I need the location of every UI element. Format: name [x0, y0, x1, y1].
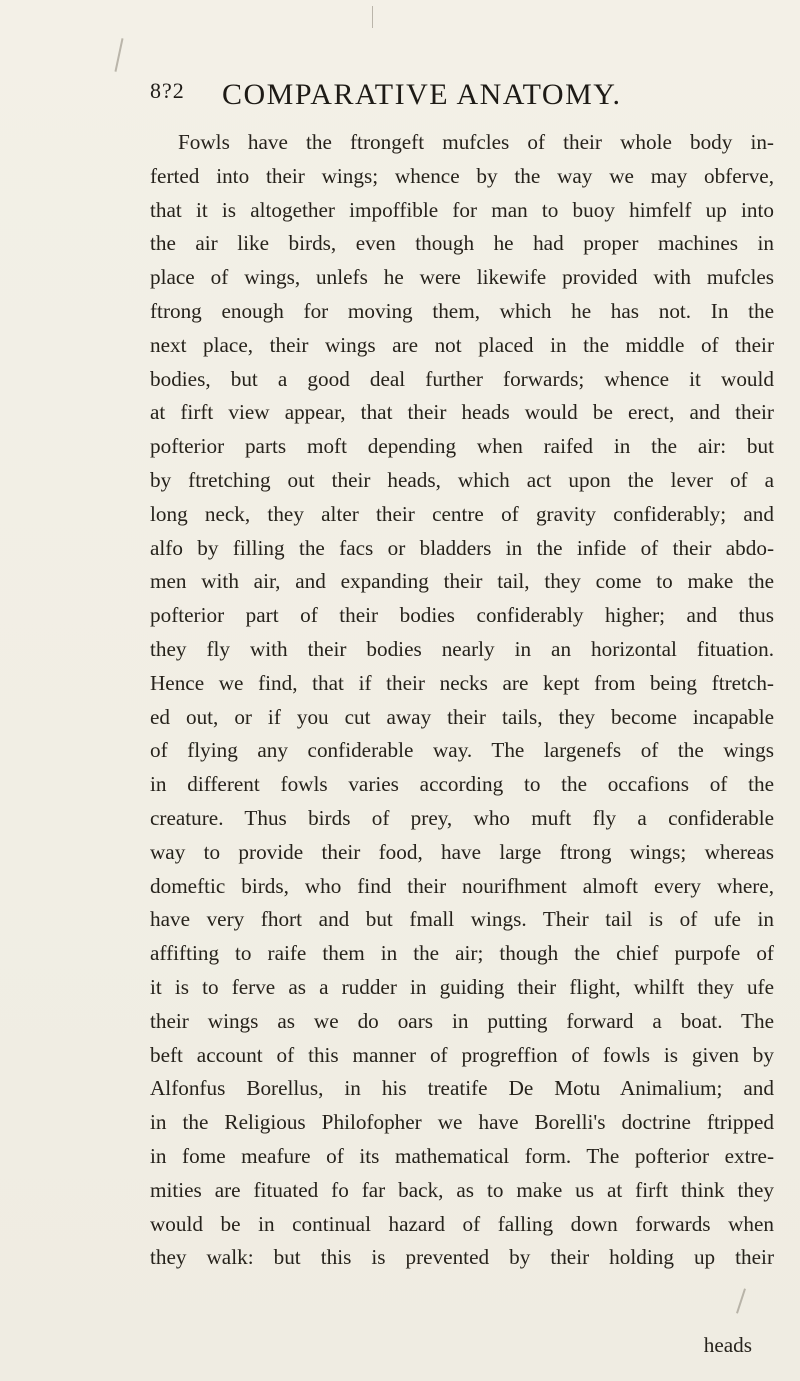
text-line: long neck, they alter their centre of gravity confiderably; and [150, 501, 774, 526]
text-line: bodies, but a good deal further forwards; whence it would [150, 366, 774, 391]
text-line: affifting to raife them in the air; though the chief purpofe of [150, 941, 774, 966]
text-line: of flying any confiderable way. The largenefs of the wings [150, 738, 774, 763]
text-line: would be in continual hazard of falling down forwards when [150, 1211, 774, 1236]
text-line: they fly with their bodies nearly in an horizontal fituation. [150, 636, 774, 661]
text-line: at firft view appear, that their heads would be erect, and their [150, 400, 774, 425]
text-line: mities are fituated fo far back, as to make us at firft think they [150, 1177, 774, 1202]
text-line: Hence we find, that if their necks are kept from being ftretch- [150, 670, 774, 695]
paper-speck [114, 38, 123, 72]
page-number: 8?2 [150, 78, 185, 103]
catchword: heads [703, 1333, 752, 1357]
text-line: ftrong enough for moving them, which he has not. In the [150, 298, 774, 323]
text-line: have very fhort and but fmall wings. Their tail is of ufe in [150, 907, 774, 932]
text-line: their wings as we do oars in putting forward a boat. The [150, 1008, 774, 1033]
body-text [150, 126, 774, 1275]
text-line: men with air, and expanding their tail, they come to make the [150, 569, 774, 594]
text-line: next place, their wings are not placed in the middle of their [150, 332, 774, 357]
text-line: that it is altogether impoffible for man to buoy himfelf up into [150, 197, 774, 222]
page-header [150, 78, 750, 112]
text-line: ferted into their wings; whence by the way we may obferve, [150, 163, 774, 188]
paper-speck [736, 1288, 746, 1313]
text-line: in the Religious Philofopher we have Borelli's doctrine ftripped [150, 1110, 774, 1135]
text-line: beft account of this manner of progreffion of fowls is given by [150, 1042, 774, 1067]
text-line: Alfonfus Borellus, in his treatife De Motu Animalium; and [150, 1076, 774, 1101]
text-line: pofterior part of their bodies confiderably higher; and thus [150, 603, 774, 628]
text-line: they walk: but this is prevented by their holding up their [150, 1245, 774, 1270]
text-line: creature. Thus birds of prey, who muft fly a confiderable [150, 805, 774, 830]
text-line: domeftic birds, who find their nourifhment almoft every where, [150, 873, 774, 898]
text-line: in fome meafure of its mathematical form. The pofterior extre- [150, 1143, 774, 1168]
text-line: the air like birds, even though he had proper machines in [150, 231, 774, 256]
text-line: it is to ferve as a rudder in guiding their flight, whilft they ufe [150, 974, 774, 999]
running-head: COMPARATIVE ANATOMY. [222, 78, 622, 111]
text-line: pofterior parts moft depending when raifed in the air: but [150, 434, 774, 459]
paper-speck [372, 6, 373, 28]
text-line: alfo by filling the facs or bladders in the infide of their abdo- [150, 535, 774, 560]
text-line: by ftretching out their heads, which act upon the lever of a [150, 467, 774, 492]
text-line: place of wings, unlefs he were likewife provided with mufcles [150, 265, 774, 290]
text-line: way to provide their food, have large ftrong wings; whereas [150, 839, 774, 864]
text-line: in different fowls varies according to the occafions of the [150, 772, 774, 797]
text-line: ed out, or if you cut away their tails, they become incapable [150, 704, 774, 729]
text-line: Fowls have the ftrongeft mufcles of their whole body in- [178, 130, 774, 154]
